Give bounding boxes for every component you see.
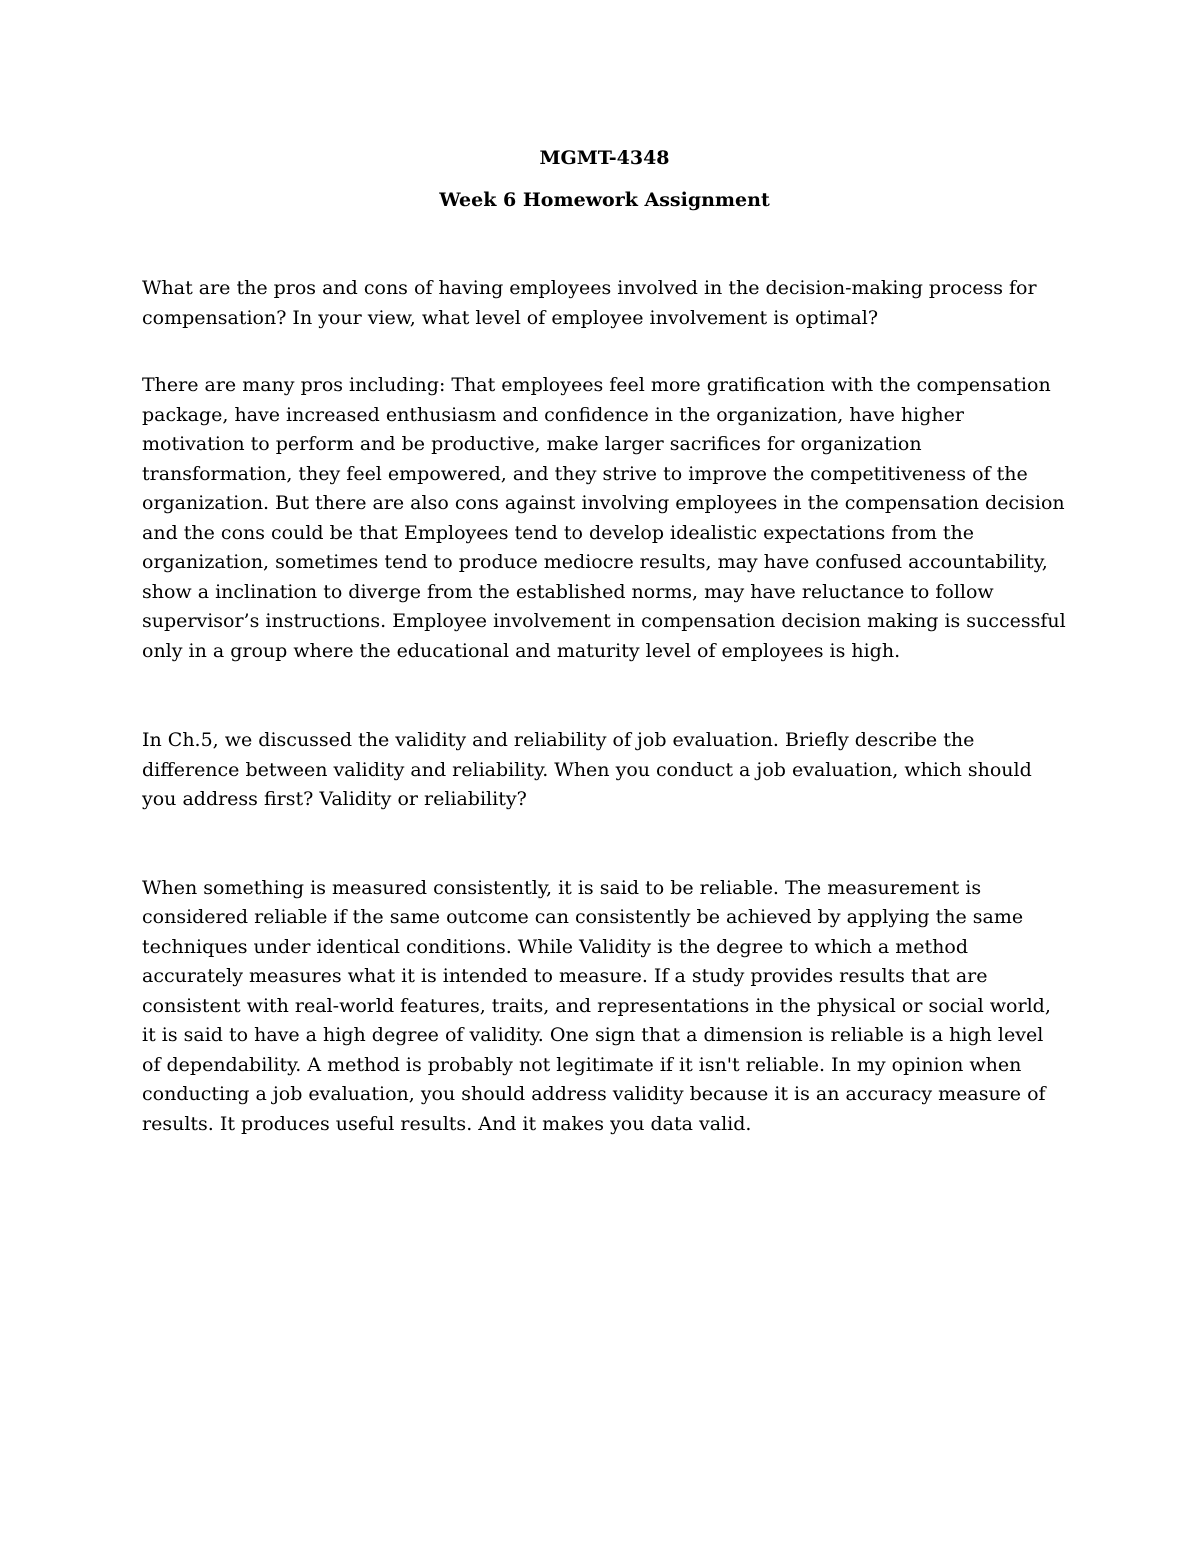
assignment-title: Week 6 Homework Assignment [439,189,770,211]
document-body [142,140,1067,1139]
course-code: MGMT-4348 [539,147,670,169]
document-header [142,140,1067,214]
question-1: What are the pros and cons of having employees involved in the decision-making process for compensation? In your view, what level of employee involvement is optimal? [142,277,1037,329]
answer-2: When something is measured consistently, it is said to be reliable. The measurement is considered reliable if the same outcome can consistently be achieved by applying the same techniques under identical conditions. While Validity is the degree to which a method accurately measures what it is intended to measure. If a study provides results that are consistent with real-world features, traits, and representations in the physical or social world, it is said to have a high degree of validity. One sign that a dimension is reliable is a high level of dependability. A method is probably not legitimate if it isn't reliable. In my opinion when conducting a job evaluation, you should address validity because it is an accuracy measure of results. It produces useful results. And it makes you data valid. [142,876,1051,1135]
question-2: In Ch.5, we discussed the validity and reliability of job evaluation. Briefly describe the difference between validity and reliability. When you conduct a job evaluation, which should you address first? Validity or reliability? [142,729,1032,810]
answer-1: There are many pros including: That employees feel more gratification with the compensation package, have increased enthusiasm and confidence in the organization, have higher motivation to perform and be productive, make larger sacrifices for organization transformation, they feel empowered, and they strive to improve the competitiveness of the organization. But there are also cons against involving employees in the compensation decision and the cons could be that Employees tend to develop idealistic expectations from the organization, sometimes tend to produce mediocre results, may have confused accountability, show a inclination to diverge from the established norms, may have reluctance to follow supervisor’s instructions. Employee involvement in compensation decision making is successful only in a group where the educational and maturity level of employees is high. [142,374,1066,662]
